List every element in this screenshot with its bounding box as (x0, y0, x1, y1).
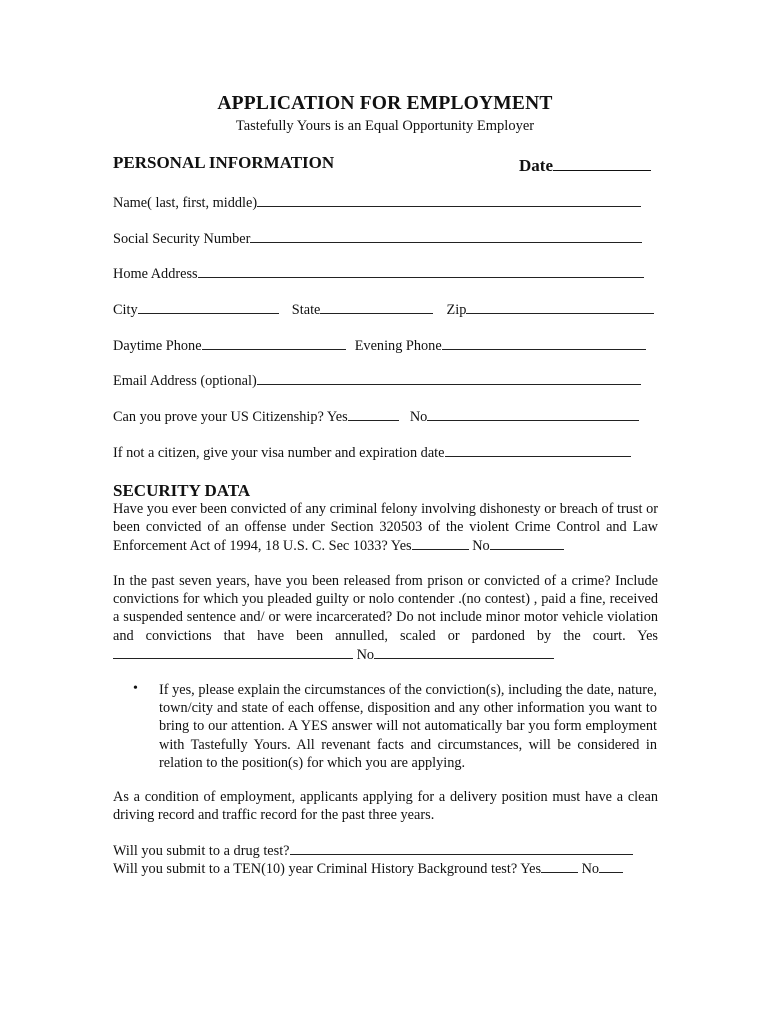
bullet-glyph: • (133, 681, 138, 696)
ssn-row (113, 229, 642, 248)
ssn-label: Social Security Number (113, 231, 251, 247)
ssn-blank[interactable] (250, 229, 642, 243)
felony-question (113, 500, 658, 556)
background-no-blank[interactable] (599, 859, 623, 873)
conviction-no-blank[interactable] (374, 645, 554, 659)
felony-question-text: Have you ever been convicted of any criminal felony involving dishonesty or breach of trust or been convicted of an offense under Section 320503 of the violent Crime Control and Law Enforcement Act of 1994, 18 U.S. C. Sec 1033? Yes (113, 501, 658, 555)
state-blank[interactable] (320, 300, 433, 314)
evening-phone-label: Evening Phone (354, 338, 442, 354)
citizenship-row (113, 407, 639, 426)
visa-row (113, 443, 631, 462)
phone-row (113, 336, 646, 355)
address-row (113, 264, 644, 283)
email-row (113, 371, 641, 390)
state-label: State (291, 302, 321, 318)
zip-label: Zip (446, 302, 467, 318)
citizenship-no-blank[interactable] (427, 407, 639, 421)
background-test-row (113, 859, 623, 878)
drug-test-label: Will you submit to a drug test? (113, 843, 290, 859)
explanation-text: If yes, please explain the circumstances of the conviction(s), including the date, nature, town/city and state of each offense, disposition and any other information you want to bring to our attention. A YES answer will not automatically bar you form employment with Tastefully Yours. All revenant facts and circumstances, will be considered in relation to the position(s) for which you are applying. (159, 682, 657, 771)
conviction-no-label: No (356, 646, 375, 663)
drug-test-blank[interactable] (290, 841, 633, 855)
form-title: APPLICATION FOR EMPLOYMENT (217, 93, 553, 114)
felony-no-label: No (472, 538, 490, 555)
conviction-yes-blank[interactable] (113, 645, 353, 659)
zip-blank[interactable] (466, 300, 654, 314)
evening-phone-blank[interactable] (442, 336, 646, 350)
date-label: Date (519, 156, 553, 175)
drug-test-row (113, 841, 633, 860)
citizenship-no-label: No (409, 409, 428, 425)
city-label: City (113, 302, 138, 318)
security-data-heading: SECURITY DATA (113, 481, 251, 500)
city-state-zip-row (113, 300, 654, 319)
background-no-label: No (581, 861, 600, 877)
name-row (113, 193, 641, 212)
conviction-question-text: In the past seven years, have you been released from prison or convicted of a crime? Include convictions for which you pleaded guilty or nolo contender .(no contest) , paid a fine, received a suspended sentence and/ or were incarcerated? Do not include minor motor vehicle violation and convictions that have been annulled, scaled or pardoned by the court. Yes (113, 573, 658, 644)
visa-label: If not a citizen, give your visa number and expiration date (113, 445, 445, 461)
email-blank[interactable] (257, 371, 641, 385)
background-test-label: Will you submit to a TEN(10) year Criminal History Background test? Yes (113, 861, 542, 877)
email-label: Email Address (optional) (113, 373, 257, 389)
city-blank[interactable] (138, 300, 279, 314)
date-field (519, 153, 651, 176)
date-blank[interactable] (553, 153, 651, 171)
background-yes-blank[interactable] (541, 859, 578, 873)
name-blank[interactable] (257, 193, 641, 207)
citizenship-yes-blank[interactable] (348, 407, 399, 421)
form-subtitle: Tastefully Yours is an Equal Opportunity Employer (235, 118, 535, 134)
address-label: Home Address (113, 266, 198, 282)
felony-no-blank[interactable] (490, 536, 564, 550)
personal-info-heading: PERSONAL INFORMATION (113, 153, 335, 172)
address-blank[interactable] (198, 264, 644, 278)
daytime-phone-blank[interactable] (202, 336, 346, 350)
name-label: Name( last, first, middle) (113, 195, 258, 211)
daytime-phone-label: Daytime Phone (113, 338, 202, 354)
conviction-question (113, 572, 658, 664)
visa-blank[interactable] (445, 443, 631, 457)
felony-yes-blank[interactable] (412, 536, 469, 550)
driving-condition: As a condition of employment, applicants applying for a delivery position must have a clean driving record and traffic record for the past three years. (113, 789, 658, 824)
citizenship-label: Can you prove your US Citizenship? Yes (113, 409, 348, 425)
